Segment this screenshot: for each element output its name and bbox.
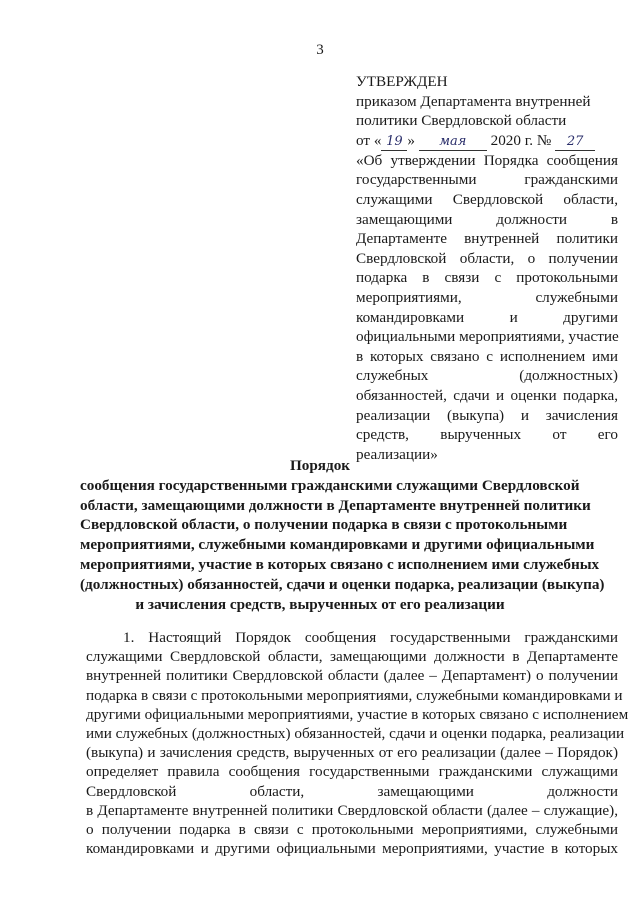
approval-heading: УТВЕРЖДЕН [356, 73, 448, 90]
body-line: подарка в связи с протокольными мероприятиями, служебными командировками и [86, 686, 623, 704]
subject-line: мероприятиями, служебными [356, 288, 618, 306]
title-line: сообщения государственными гражданскими служащими Свердловской [80, 476, 580, 494]
subject-line: служебных (должностных) [356, 367, 618, 385]
day-field [381, 133, 407, 151]
approval-department-line: политики Свердловской области [356, 112, 567, 130]
subject-line: Департаменте внутренней политики [356, 230, 618, 248]
body-line: в Департаменте внутренней политики Свердловской области (далее – служащие), [86, 801, 618, 819]
month-field [419, 133, 487, 151]
body-line: внутренней политики Свердловской области (далее – Департамент) о получении [86, 667, 618, 685]
title-heading: Порядок [289, 457, 351, 474]
month-value: мая [439, 133, 467, 149]
subject-line: служащими Свердловской области, [356, 190, 618, 208]
body-line: (выкупа) и зачисления средств, вырученных от его реализации (далее – Порядок) [86, 744, 618, 762]
year-text: 2020 г. № [490, 131, 552, 149]
subject-line: Свердловской области, о получении [356, 249, 618, 267]
body-line: о получении подарка в связи с протокольными мероприятиями, служебными [86, 821, 618, 839]
date-prefix: от « [356, 131, 382, 149]
subject-line: замещающими должности в [356, 210, 618, 228]
title-line: Свердловской области, о получении подарка в связи с протокольными [80, 516, 568, 534]
subject-line: в которых связано с исполнением ими [356, 347, 618, 365]
body-line: 1. Настоящий Порядок сообщения государственными гражданскими [123, 629, 618, 646]
number-field [555, 133, 595, 151]
number-value: 27 [566, 133, 584, 149]
body-line: ими служебных (должностных) обязанностей, сдачи и оценки подарка, реализации [86, 725, 625, 743]
subject-line: командировками и другими [356, 308, 618, 326]
day-value: 19 [386, 133, 403, 149]
title-line: мероприятиями, участие в которых связано с исполнением ими служебных [80, 555, 600, 573]
title-line: и зачисления средств, вырученных от его реализации [135, 595, 505, 613]
subject-line: обязанностей, сдачи и оценки подарка, [356, 386, 618, 404]
body-line: определяет правила сообщения государственными гражданскими служащими [86, 763, 618, 781]
subject-line: официальными мероприятиями, участие [356, 328, 619, 346]
subject-line: государственными гражданскими [356, 171, 618, 189]
date-mid: » [407, 131, 416, 149]
title-line: области, замещающими должности в Департаменте внутренней политики [80, 496, 591, 514]
body-line: другими официальными мероприятиями, участие в которых связано с исполнением [86, 705, 629, 723]
subject-line: реализации (выкупа) и зачисления [356, 406, 618, 424]
title-line: мероприятиями, служебными командировками и другими официальными [80, 536, 595, 554]
body-paragraph [86, 628, 629, 858]
title-line: (должностных) обязанностей, сдачи и оценки подарка, реализации (выкупа) [80, 575, 605, 593]
body-line: служащими Свердловской области, замещающими должности в Департаменте [86, 648, 618, 666]
subject-line: средств, вырученных от его [356, 426, 618, 444]
subject-line: реализации» [356, 445, 438, 463]
document-title [80, 456, 605, 614]
page-number: 3 [316, 42, 324, 58]
body-line: командировками и другими официальными мероприятиями, участие в которых [86, 840, 618, 858]
approval-date-line [356, 131, 618, 151]
subject-line: подарка в связи с протокольными [356, 269, 618, 287]
subject-line: «Об утверждении Порядка сообщения [356, 151, 618, 169]
body-line: Свердловской области, замещающими должности [86, 782, 618, 800]
approval-order-line: приказом Департамента внутренней [356, 92, 591, 110]
approval-block [356, 72, 618, 464]
